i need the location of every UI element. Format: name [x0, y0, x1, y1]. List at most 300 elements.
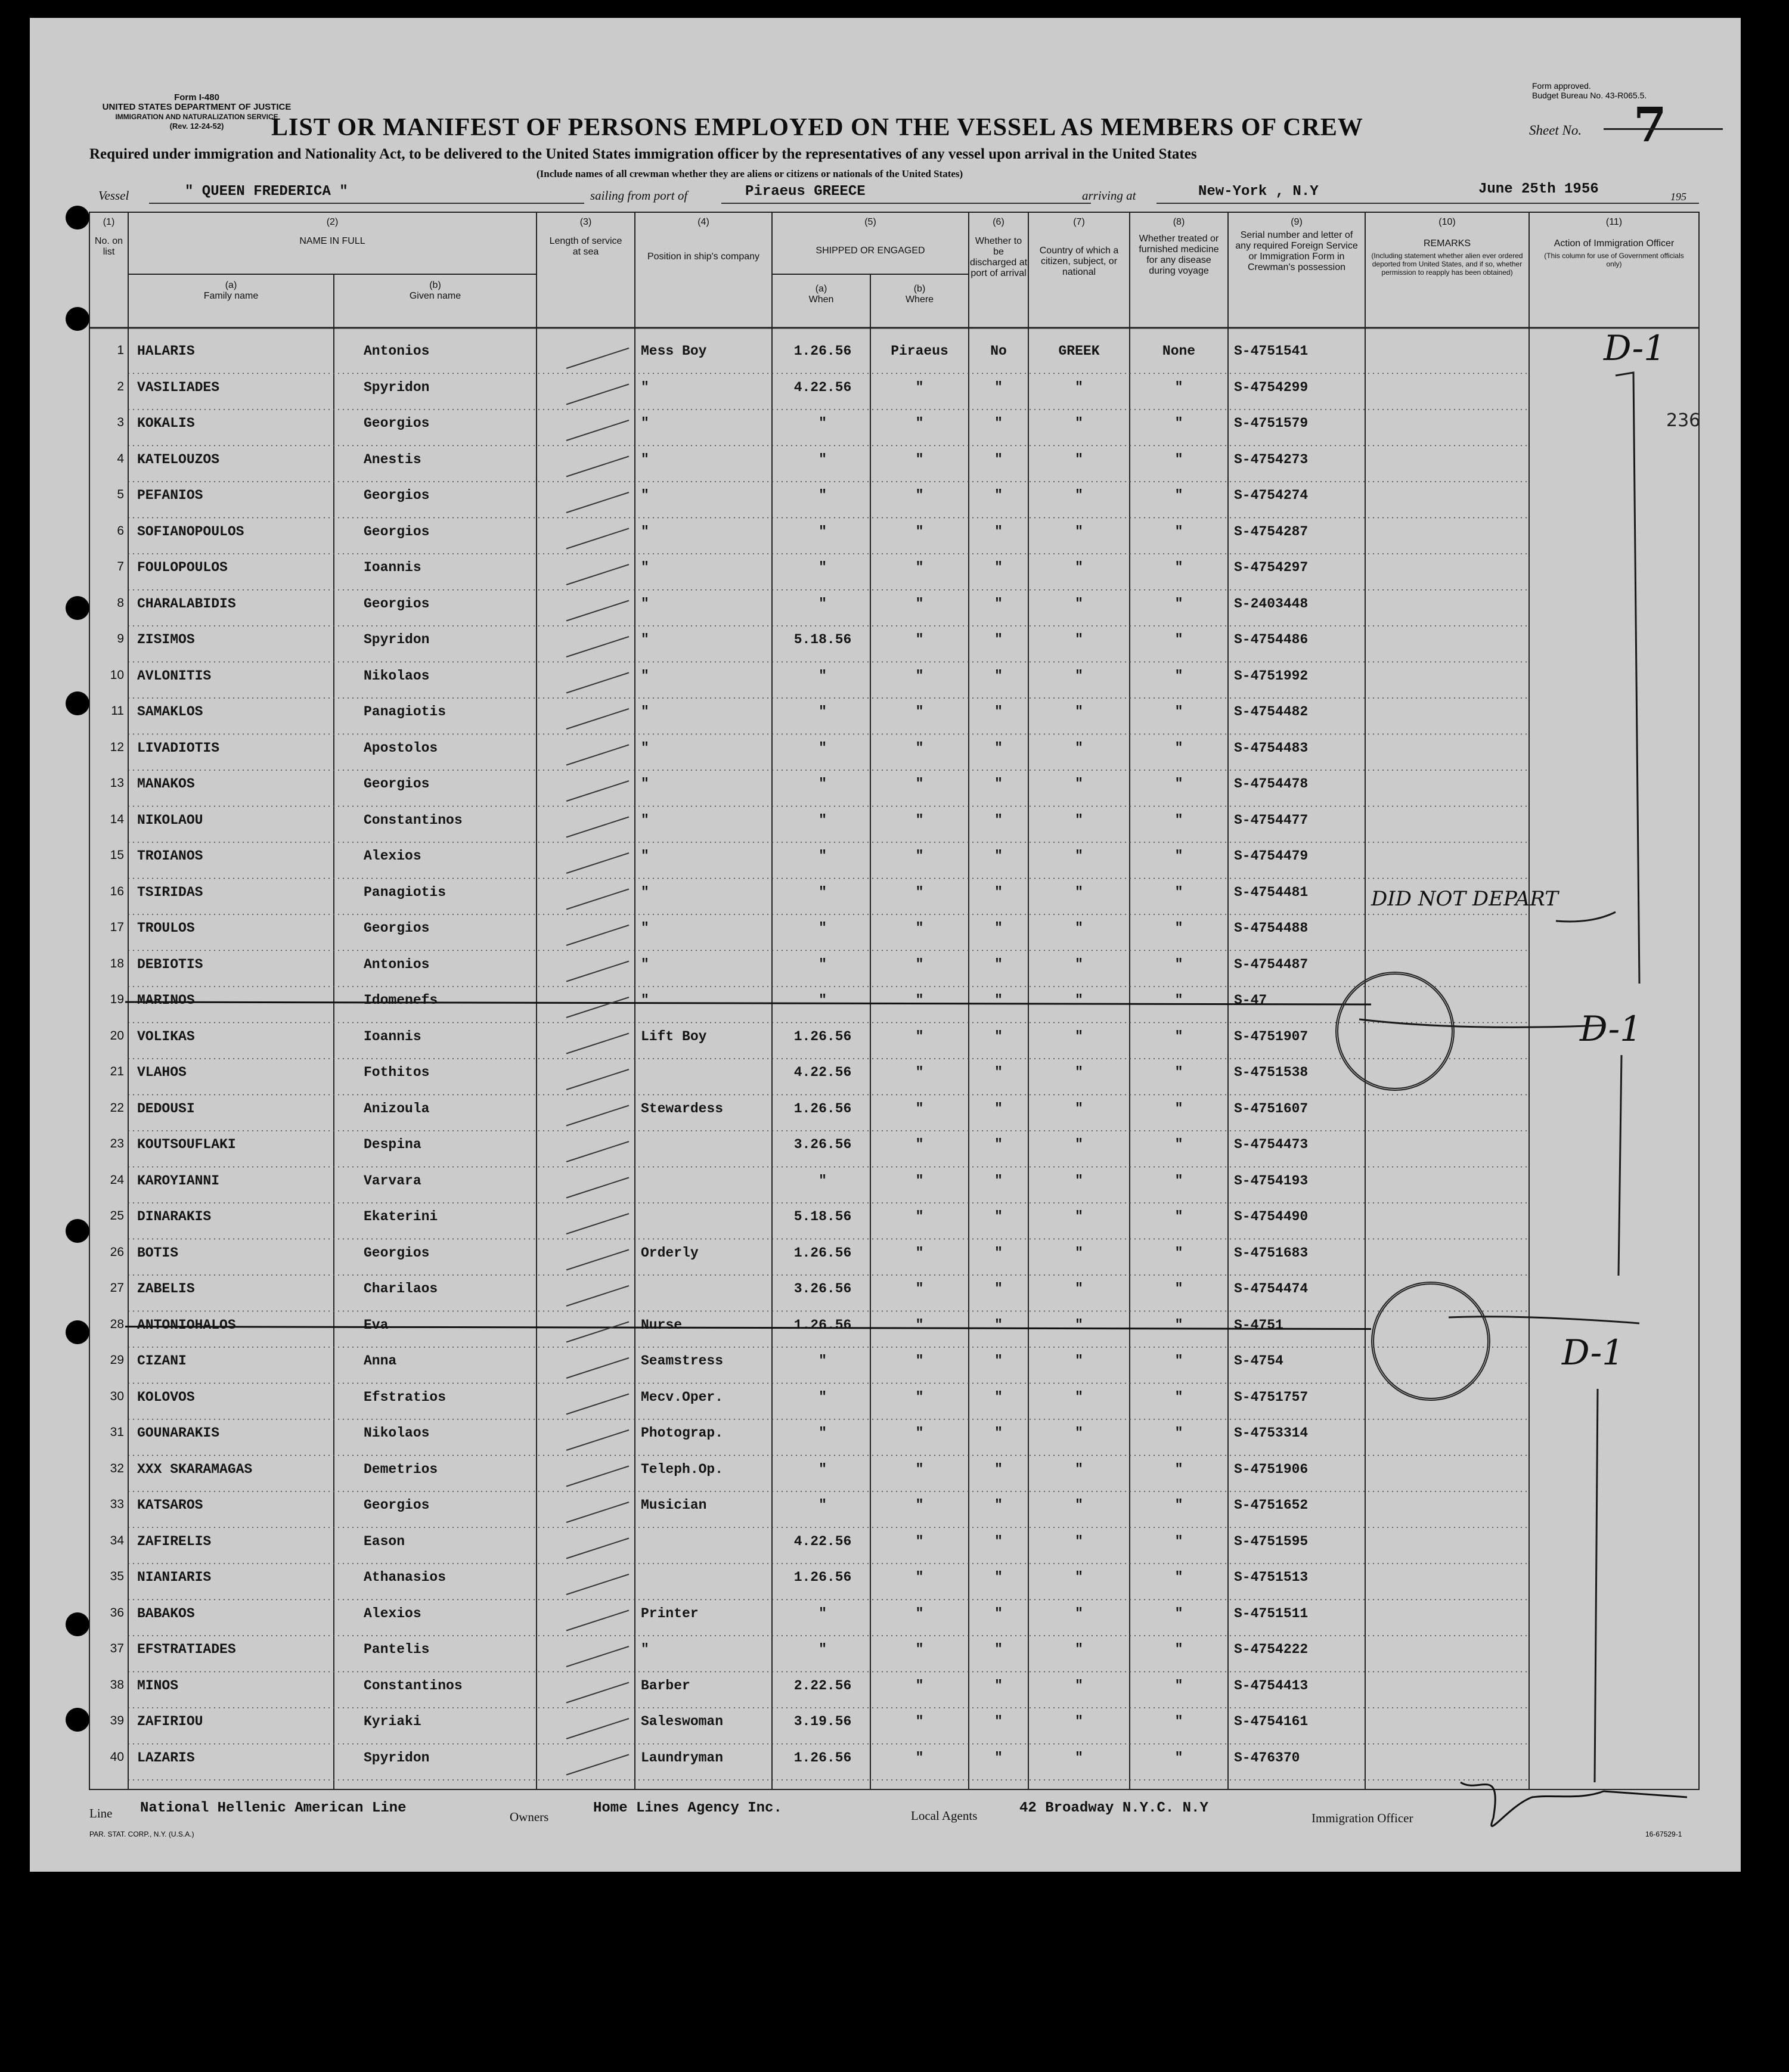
- medicine: ": [1174, 740, 1183, 756]
- manifest-sheet: [30, 18, 1741, 1872]
- shipped-where: ": [915, 1497, 924, 1513]
- given-name: Ioannis: [364, 1028, 421, 1044]
- position: ": [641, 884, 649, 900]
- country: GREEK: [1058, 343, 1100, 359]
- shipped-when: ": [818, 956, 827, 972]
- agents-label: Local Agents: [911, 1809, 978, 1823]
- discharged: ": [994, 1497, 1003, 1513]
- family-name: VASILIADES: [137, 379, 220, 395]
- shipped-where: ": [915, 776, 924, 792]
- shipped-where: ": [915, 1281, 924, 1296]
- header-col9-num: (9): [1291, 217, 1303, 227]
- row-number: 28: [110, 1317, 124, 1331]
- medicine: ": [1174, 1714, 1183, 1729]
- serial-number: S-4753314: [1234, 1425, 1309, 1441]
- country: ": [1075, 920, 1083, 936]
- given-name: Georgios: [364, 595, 430, 612]
- given-name: Georgios: [364, 776, 430, 792]
- discharged: ": [994, 1605, 1003, 1621]
- shipped-when: ": [818, 992, 827, 1008]
- discharged: ": [994, 595, 1003, 612]
- position: ": [641, 523, 649, 539]
- agents-value: 42 Broadway N.Y.C. N.Y: [1019, 1800, 1208, 1816]
- discharged: ": [994, 379, 1003, 395]
- form-subtitle: Required under immigration and Nationality Act, to be delivered to the United States immigration officer by the representatives of any vessel upon arrival in the United States: [89, 146, 1197, 162]
- shipped-where: ": [915, 523, 924, 539]
- shipped-when: 1.26.56: [793, 1100, 852, 1116]
- country: ": [1075, 1389, 1083, 1405]
- row-number: 18: [110, 956, 124, 970]
- serial-number: S-4754479: [1234, 848, 1309, 864]
- family-name: SAMAKLOS: [137, 704, 203, 719]
- row-number: 27: [110, 1281, 124, 1295]
- shipped-when: ": [818, 1642, 827, 1657]
- country: ": [1075, 523, 1083, 539]
- shipped-when: ": [818, 1353, 827, 1369]
- discharged: ": [994, 920, 1003, 936]
- sailing-label: sailing from port of: [590, 188, 688, 203]
- country: ": [1075, 415, 1083, 431]
- row-number: 38: [110, 1677, 124, 1692]
- approval-text: Form approved.: [1532, 81, 1591, 91]
- row-number: 21: [110, 1065, 124, 1078]
- country: ": [1075, 1173, 1083, 1189]
- medicine: ": [1174, 920, 1183, 936]
- shipped-when: ": [818, 740, 827, 756]
- family-name: DEDOUSI: [137, 1100, 195, 1116]
- header-col10-num: (10): [1438, 217, 1456, 227]
- discharged: ": [994, 1317, 1003, 1333]
- given-name: Panagiotis: [364, 884, 447, 900]
- family-name: DEBIOTIS: [137, 956, 203, 972]
- serial-number: S-4754287: [1234, 523, 1309, 539]
- serial-number: S-4751595: [1234, 1533, 1309, 1549]
- shipped-where: ": [915, 632, 924, 647]
- shipped-where: ": [915, 920, 924, 936]
- serial-number: S-4754481: [1234, 884, 1309, 900]
- family-name: EFSTRATIADES: [137, 1642, 236, 1657]
- serial-number: S-4754474: [1234, 1281, 1309, 1296]
- country: ": [1075, 632, 1083, 647]
- header-col11-text: (This column for use of Government officials only): [1544, 252, 1684, 268]
- country: ": [1075, 1461, 1083, 1477]
- given-name: Fothitos: [364, 1065, 430, 1080]
- shipped-where: ": [915, 1677, 924, 1693]
- serial-number: S-4751511: [1234, 1605, 1309, 1621]
- discharged: ": [994, 1750, 1003, 1766]
- medicine: ": [1174, 848, 1183, 864]
- shipped-where: ": [915, 1642, 924, 1657]
- row-number: 32: [110, 1461, 124, 1475]
- shipped-when: 3.26.56: [793, 1137, 852, 1152]
- serial-number: S-2403448: [1234, 595, 1309, 612]
- family-name: TROIANOS: [137, 848, 203, 864]
- medicine: ": [1174, 1533, 1183, 1549]
- inspection-stamp: [1371, 1282, 1490, 1401]
- position: Mess Boy: [641, 343, 707, 359]
- shipped-when: 1.26.56: [793, 1569, 852, 1585]
- serial-number: S-4751607: [1234, 1100, 1309, 1116]
- position: Mecv.Oper.: [641, 1389, 724, 1405]
- discharged: ": [994, 1353, 1003, 1369]
- given-name: Efstratios: [364, 1389, 447, 1405]
- row-number: 11: [111, 704, 124, 718]
- shipped-where: ": [915, 884, 924, 900]
- row-number: 24: [110, 1173, 124, 1187]
- service: IMMIGRATION AND NATURALIZATION SERVICE: [115, 113, 278, 121]
- position: Barber: [641, 1677, 690, 1693]
- form-title: LIST OR MANIFEST OF PERSONS EMPLOYED ON THE VESSEL AS MEMBERS OF CREW: [271, 114, 1363, 141]
- header-col3-num: (3): [579, 217, 592, 227]
- position: Musician: [641, 1497, 707, 1513]
- row-number: 3: [117, 415, 124, 429]
- header-col8-num: (8): [1173, 217, 1185, 227]
- country: ": [1075, 1281, 1083, 1296]
- family-name: AVLONITIS: [137, 668, 212, 684]
- row-number: 23: [110, 1137, 124, 1150]
- vessel-name: " QUEEN FREDERICA ": [185, 184, 348, 200]
- family-name: ZABELIS: [137, 1281, 195, 1296]
- shipped-where: ": [915, 1245, 924, 1261]
- shipped-when: 1.26.56: [793, 1245, 852, 1261]
- punch-hole: [66, 1708, 89, 1732]
- position: ": [641, 920, 649, 936]
- family-name: SOFIANOPOULOS: [137, 523, 244, 539]
- serial-number: S-4751652: [1234, 1497, 1309, 1513]
- serial-number: S-476370: [1234, 1750, 1300, 1766]
- medicine: ": [1174, 1605, 1183, 1621]
- country: ": [1075, 560, 1083, 575]
- discharged: ": [994, 956, 1003, 972]
- port-to: New-York , N.Y: [1198, 184, 1319, 200]
- given-name: Idomenefs: [364, 992, 438, 1008]
- form-code: 16-67529-1: [1645, 1830, 1682, 1838]
- given-name: Spyridon: [364, 1750, 430, 1766]
- discharged: ": [994, 1100, 1003, 1116]
- given-name: Georgios: [364, 523, 430, 539]
- header-col10-text: (Including statement whether alien ever ordered deported from United States, and if so, whether permission to reapply has been obtained): [1371, 252, 1523, 277]
- row-number: 1: [117, 343, 124, 357]
- position: Seamstress: [641, 1353, 724, 1369]
- row-number: 6: [117, 523, 124, 538]
- header-col2-num: (2): [326, 217, 339, 227]
- shipped-where: Piraeus: [891, 343, 948, 359]
- row-number: 17: [110, 920, 124, 934]
- family-name: FOULOPOULOS: [137, 560, 228, 575]
- position: ": [641, 379, 649, 395]
- medicine: ": [1174, 884, 1183, 900]
- row-number: 15: [110, 848, 124, 862]
- shipped-where: ": [915, 1425, 924, 1441]
- row-number: 8: [117, 595, 124, 610]
- shipped-when: ": [818, 1389, 827, 1405]
- country: ": [1075, 776, 1083, 792]
- medicine: ": [1174, 415, 1183, 431]
- given-name: Anestis: [364, 451, 421, 467]
- punch-hole: [66, 596, 89, 620]
- header-col7-num: (7): [1073, 217, 1085, 227]
- family-name: HALARIS: [137, 343, 195, 359]
- punch-hole: [66, 1219, 89, 1243]
- family-name: LIVADIOTIS: [137, 740, 220, 756]
- medicine: ": [1174, 379, 1183, 395]
- medicine: ": [1174, 1245, 1183, 1261]
- discharged: ": [994, 1137, 1003, 1152]
- form-instruction: (Include names of all crewman whether they are aliens or citizens or nationals of the United States): [537, 168, 963, 179]
- header-col1-num: (1): [103, 217, 115, 227]
- position: ": [641, 668, 649, 684]
- position: Nurse: [641, 1317, 683, 1333]
- family-name: PEFANIOS: [137, 488, 203, 503]
- header-col1-text: No. on list: [94, 236, 123, 257]
- shipped-when: ": [818, 488, 827, 503]
- punch-hole: [66, 307, 89, 331]
- discharged: ": [994, 1461, 1003, 1477]
- arrival-date: June 25th 1956: [1478, 181, 1599, 197]
- arriving-label: arriving at: [1082, 188, 1136, 203]
- family-name: ANTONIOHALOS: [137, 1317, 236, 1333]
- shipped-where: ": [915, 848, 924, 864]
- row-number: 37: [110, 1642, 124, 1655]
- shipped-when: ": [818, 848, 827, 864]
- medicine: ": [1174, 1028, 1183, 1044]
- given-name: Despina: [364, 1137, 421, 1152]
- header-col5-num: (5): [864, 217, 876, 227]
- row-number: 31: [110, 1425, 124, 1439]
- serial-number: S-4751579: [1234, 415, 1309, 431]
- position: ": [641, 595, 649, 612]
- discharged: No: [990, 343, 1007, 359]
- annotation-did-not-depart: DID NOT DEPART: [1371, 887, 1558, 911]
- shipped-when: ": [818, 1461, 827, 1477]
- given-name: Antonios: [364, 956, 430, 972]
- country: ": [1075, 1245, 1083, 1261]
- punch-hole: [66, 1320, 89, 1344]
- family-name: KOKALIS: [137, 415, 195, 431]
- given-name: Anna: [364, 1353, 397, 1369]
- shipped-when: ": [818, 776, 827, 792]
- serial-number: S-4754222: [1234, 1642, 1309, 1657]
- discharged: ": [994, 523, 1003, 539]
- serial-number: S-4754413: [1234, 1677, 1309, 1693]
- shipped-when: ": [818, 1425, 827, 1441]
- country: ": [1075, 884, 1083, 900]
- medicine: ": [1174, 1497, 1183, 1513]
- position: ": [641, 488, 649, 503]
- given-name: Alexios: [364, 848, 421, 864]
- serial-number: S-4751683: [1234, 1245, 1309, 1261]
- country: ": [1075, 451, 1083, 467]
- shipped-where: ": [915, 379, 924, 395]
- family-name: KOLOVOS: [137, 1389, 195, 1405]
- position: ": [641, 776, 649, 792]
- officer-label: Immigration Officer: [1311, 1811, 1413, 1825]
- discharged: ": [994, 1245, 1003, 1261]
- given-name: Anizoula: [364, 1100, 430, 1116]
- shipped-when: 1.26.56: [793, 1028, 852, 1044]
- row-number: 13: [110, 776, 124, 790]
- serial-number: S-4751513: [1234, 1569, 1309, 1585]
- serial-number: S-4754486: [1234, 632, 1309, 647]
- country: ": [1075, 1642, 1083, 1657]
- country: ": [1075, 1605, 1083, 1621]
- serial-number: S-4754482: [1234, 704, 1309, 719]
- family-name: ZAFIRELIS: [137, 1533, 212, 1549]
- medicine: ": [1174, 1750, 1183, 1766]
- discharged: ": [994, 992, 1003, 1008]
- vessel-label: Vessel: [98, 188, 129, 203]
- row-number: 29: [110, 1353, 124, 1367]
- country: ": [1075, 488, 1083, 503]
- shipped-when: ": [818, 523, 827, 539]
- shipped-when: ": [818, 451, 827, 467]
- given-name: Pantelis: [364, 1642, 430, 1657]
- medicine: ": [1174, 1569, 1183, 1585]
- family-name: ZAFIRIOU: [137, 1714, 203, 1729]
- position: ": [641, 848, 649, 864]
- form-number: Form I-480: [174, 92, 219, 103]
- country: ": [1075, 1677, 1083, 1693]
- shipped-when: 4.22.56: [793, 379, 852, 395]
- country: ": [1075, 668, 1083, 684]
- serial-number: S-4754487: [1234, 956, 1309, 972]
- header-col8-text: Whether treated or furnished medicine for any disease during voyage: [1139, 234, 1219, 276]
- country: ": [1075, 740, 1083, 756]
- medicine: ": [1174, 992, 1183, 1008]
- discharged: ": [994, 884, 1003, 900]
- given-name: Spyridon: [364, 632, 430, 647]
- family-name: BOTIS: [137, 1245, 179, 1261]
- header-col10-title: REMARKS: [1423, 238, 1471, 249]
- serial-number: S-4751992: [1234, 668, 1309, 684]
- shipped-when: ": [818, 884, 827, 900]
- family-name: MINOS: [137, 1677, 179, 1693]
- serial-number: S-4754297: [1234, 560, 1309, 575]
- shipped-when: ": [818, 595, 827, 612]
- row-number: 14: [110, 812, 124, 826]
- year-suffix: 195: [1670, 191, 1686, 203]
- discharged: ": [994, 1714, 1003, 1729]
- row-number: 19: [110, 992, 124, 1006]
- country: ": [1075, 1533, 1083, 1549]
- medicine: ": [1174, 595, 1183, 612]
- serial-number: S-4751: [1234, 1317, 1283, 1333]
- serial-number: S-4754273: [1234, 451, 1309, 467]
- discharged: ": [994, 415, 1003, 431]
- medicine: ": [1174, 632, 1183, 647]
- discharged: ": [994, 1389, 1003, 1405]
- discharged: ": [994, 1065, 1003, 1080]
- shipped-where: ": [915, 668, 924, 684]
- given-name: Kyriaki: [364, 1714, 421, 1729]
- medicine: ": [1174, 956, 1183, 972]
- position: ": [641, 704, 649, 719]
- country: ": [1075, 1497, 1083, 1513]
- country: ": [1075, 1750, 1083, 1766]
- row-number: 35: [110, 1569, 124, 1583]
- shipped-where: ": [915, 595, 924, 612]
- discharged: ": [994, 1642, 1003, 1657]
- budget-bureau: Budget Bureau No. 43-R065.5.: [1532, 91, 1647, 100]
- row-number: 33: [110, 1497, 124, 1511]
- medicine: ": [1174, 1137, 1183, 1152]
- position: Printer: [641, 1605, 699, 1621]
- shipped-when: ": [818, 415, 827, 431]
- row-number: 39: [110, 1714, 124, 1727]
- revision: (Rev. 12-24-52): [169, 122, 224, 131]
- punch-hole: [66, 1612, 89, 1636]
- shipped-when: 4.22.56: [793, 1533, 852, 1549]
- header-col5a: (a) When: [808, 284, 834, 305]
- country: ": [1075, 1317, 1083, 1333]
- country: ": [1075, 1353, 1083, 1369]
- country: ": [1075, 1137, 1083, 1152]
- position: Teleph.Op.: [641, 1461, 724, 1477]
- position: ": [641, 415, 649, 431]
- country: ": [1075, 1028, 1083, 1044]
- port-from: Piraeus GREECE: [745, 184, 866, 200]
- given-name: Ekaterini: [364, 1209, 438, 1224]
- medicine: ": [1174, 1425, 1183, 1441]
- shipped-where: ": [915, 560, 924, 575]
- header-col4-num: (4): [697, 217, 709, 227]
- serial-number: S-4754193: [1234, 1173, 1309, 1189]
- serial-number: S-4751906: [1234, 1461, 1309, 1477]
- medicine: ": [1174, 1642, 1183, 1657]
- medicine: ": [1174, 1281, 1183, 1296]
- row-number: 25: [110, 1209, 124, 1223]
- family-name: TSIRIDAS: [137, 884, 203, 900]
- shipped-when: ": [818, 920, 827, 936]
- country: ": [1075, 1209, 1083, 1224]
- discharged: ": [994, 488, 1003, 503]
- row-number: 2: [117, 379, 124, 393]
- family-name: VLAHOS: [137, 1065, 187, 1080]
- shipped-when: ": [818, 560, 827, 575]
- shipped-where: ": [915, 1461, 924, 1477]
- medicine: ": [1174, 776, 1183, 792]
- shipped-when: ": [818, 668, 827, 684]
- shipped-when: 2.22.56: [793, 1677, 852, 1693]
- header-col3-text: Length of service at sea: [549, 236, 622, 257]
- country: ": [1075, 956, 1083, 972]
- serial-number: S-4754473: [1234, 1137, 1309, 1152]
- row-number: 30: [110, 1389, 124, 1403]
- shipped-where: ": [915, 704, 924, 719]
- country: ": [1075, 1569, 1083, 1585]
- position: ": [641, 812, 649, 828]
- country: ": [1075, 704, 1083, 719]
- family-name: KOUTSOUFLAKI: [137, 1137, 236, 1152]
- owners-label: Owners: [510, 1810, 549, 1824]
- row-number: 26: [110, 1245, 124, 1259]
- shipped-when: 1.26.56: [793, 1750, 852, 1766]
- discharged: ": [994, 451, 1003, 467]
- serial-number: S-4754299: [1234, 379, 1309, 395]
- given-name: Nikolaos: [364, 1425, 430, 1441]
- position: Saleswoman: [641, 1714, 724, 1729]
- medicine: None: [1162, 343, 1196, 359]
- country: ": [1075, 1714, 1083, 1729]
- position: ": [641, 451, 649, 467]
- medicine: ": [1174, 1209, 1183, 1224]
- family-name: DINARAKIS: [137, 1209, 212, 1224]
- row-number: 22: [110, 1100, 124, 1115]
- shipped-where: ": [915, 415, 924, 431]
- row-number: 7: [117, 560, 124, 573]
- header-col4-text: Position in ship's company: [647, 252, 760, 262]
- shipped-when: 4.22.56: [793, 1065, 852, 1080]
